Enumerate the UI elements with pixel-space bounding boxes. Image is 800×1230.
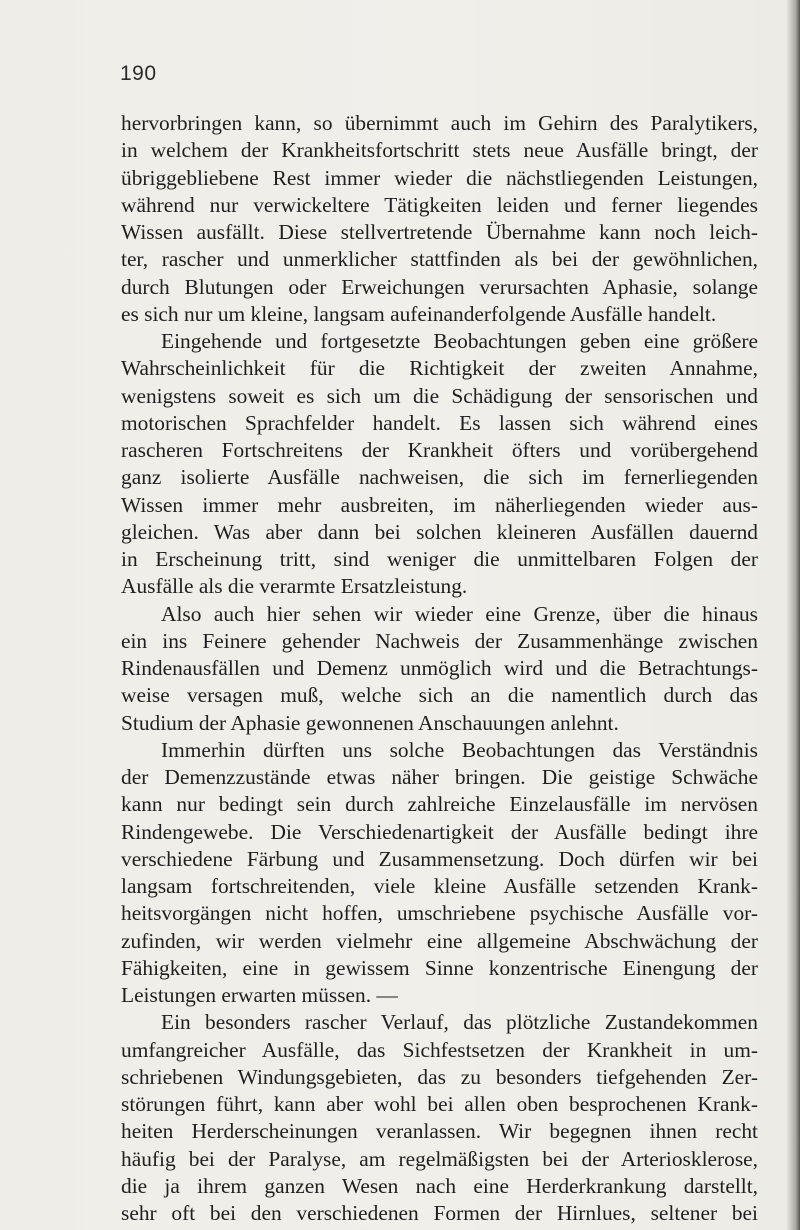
text-line: es sich nur um kleine, langsam aufeinanderfolgende Ausfälle handelt. bbox=[121, 301, 717, 326]
text-line: der Demenzzustände etwas näher bringen. Die geistige Schwäche bbox=[121, 765, 758, 789]
text-line: Wissen ausfällt. Diese stellvertretende Übernahme kann noch leich- bbox=[121, 220, 758, 244]
text-line: sehr oft bei den verschiedenen Formen der Hirnlues, seltener bei bbox=[121, 1201, 758, 1225]
text-line: Also auch hier sehen wir wieder eine Grenze, über die hinaus bbox=[161, 601, 758, 626]
text-line: übriggebliebene Rest immer wieder die nächstliegenden Leistungen, bbox=[121, 165, 758, 190]
text-line: Ausfälle als die verarmte Ersatzleistung. bbox=[121, 574, 468, 599]
text-line: verschiedene Färbung und Zusammensetzung. Doch dürfen wir bei bbox=[121, 846, 758, 871]
text-line: zufinden, wir werden vielmehr eine allgemeine Abschwächung der bbox=[121, 928, 758, 953]
text-line: Immerhin dürften uns solche Beobachtungen das Verständnis bbox=[161, 737, 758, 762]
body-text bbox=[121, 110, 758, 1227]
text-line: durch Blutungen oder Erweichungen verursachten Aphasie, solange bbox=[121, 274, 758, 299]
text-line: kann nur bedingt sein durch zahlreiche Einzelausfälle im nervösen bbox=[121, 792, 758, 817]
text-line: gleichen. Was aber dann bei solchen kleineren Ausfällen dauernd bbox=[121, 519, 758, 544]
text-line: Rindengewebe. Die Verschiedenartigkeit der Ausfälle bedingt ihre bbox=[121, 819, 758, 844]
text-line: Wissen immer mehr ausbreiten, im näherliegenden wieder aus- bbox=[121, 492, 758, 517]
text-line: Fähigkeiten, eine in gewissem Sinne konzentrische Einengung der bbox=[121, 955, 758, 980]
text-line: schriebenen Windungsgebieten, das zu besonders tiefgehenden Zer- bbox=[121, 1064, 758, 1089]
page-edge-shadow bbox=[786, 0, 800, 1230]
text-line: in welchem der Krankheitsfortschritt stets neue Ausfälle bringt, der bbox=[121, 138, 758, 163]
text-line: rascheren Fortschreitens der Krankheit öfters und vorübergehend bbox=[121, 438, 758, 462]
text-line: umfangreicher Ausfälle, das Sichfestsetzen der Krankheit in um- bbox=[121, 1037, 758, 1062]
page-number: 190 bbox=[120, 62, 157, 85]
text-line: ganz isolierte Ausfälle nachweisen, die sich im fernerliegenden bbox=[121, 465, 758, 490]
text-line: störungen führt, kann aber wohl bei allen oben besprochenen Krank- bbox=[121, 1092, 758, 1116]
text-line: ter, rascher und unmerklicher stattfinden als bei der gewöhnlichen, bbox=[121, 247, 758, 272]
text-line: heiten Herderscheinungen veranlassen. Wir begegnen ihnen recht bbox=[121, 1119, 758, 1144]
text-line: hervorbringen kann, so übernimmt auch im Gehirn des Paralytikers, bbox=[121, 111, 758, 135]
text-line: heitsvorgängen nicht hoffen, umschriebene psychische Ausfälle vor- bbox=[121, 901, 758, 926]
text-line: weise versagen muß, welche sich an die namentlich durch das bbox=[121, 683, 758, 708]
text-line: Ein besonders rascher Verlauf, das plötzliche Zustandekommen bbox=[161, 1010, 758, 1035]
text-line: die ja ihrem ganzen Wesen nach eine Herderkrankung darstellt, bbox=[121, 1173, 758, 1198]
text-line: wenigstens soweit es sich um die Schädigung der sensorischen und bbox=[121, 383, 758, 408]
text-line: während nur verwickeltere Tätigkeiten leiden und ferner liegendes bbox=[121, 192, 758, 217]
text-line: Leistungen erwarten müssen. — bbox=[121, 983, 398, 1007]
text-line: Rindenausfällen und Demenz unmöglich wird und die Betrachtungs- bbox=[121, 656, 758, 680]
text-line: in Erscheinung tritt, sind weniger die unmittelbaren Folgen der bbox=[121, 547, 758, 571]
text-line: häufig bei der Paralyse, am regelmäßigsten bei der Arteriosklerose, bbox=[121, 1146, 758, 1171]
text-line: Eingehende und fortgesetzte Beobachtungen geben eine größere bbox=[161, 329, 758, 353]
text-line: ein ins Feinere gehender Nachweis der Zusammenhänge zwischen bbox=[121, 628, 758, 653]
text-line: Wahrscheinlichkeit für die Richtigkeit der zweiten Annahme, bbox=[121, 356, 758, 381]
text-line: Studium der Aphasie gewonnenen Anschauungen anlehnt. bbox=[121, 710, 619, 735]
text-line: motorischen Sprachfelder handelt. Es lassen sich während eines bbox=[121, 410, 758, 435]
text-line: langsam fortschreitenden, viele kleine Ausfälle setzenden Krank- bbox=[121, 874, 758, 898]
